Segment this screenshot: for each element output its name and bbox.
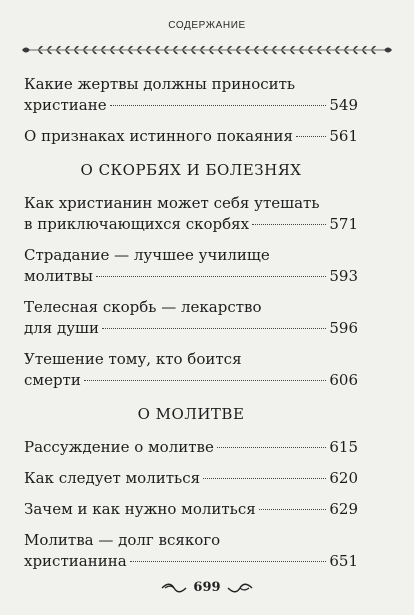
toc-entry[interactable] (24, 530, 358, 572)
toc-entry[interactable] (24, 126, 358, 147)
running-header: СОДЕРЖАНИЕ (168, 20, 246, 31)
toc-entry-title-line: Страдание — лучшее училище (24, 246, 270, 264)
toc-entry-last-line (24, 468, 358, 489)
toc-entry-title-line: О признаках истинного покаяния (24, 127, 293, 145)
table-of-contents (24, 74, 358, 582)
toc-entry-title-line: христиане (24, 96, 107, 114)
toc-entry-title-line: Как христианин может себя утешать (24, 194, 320, 212)
dot-leader (296, 136, 326, 137)
toc-page-number: 620 (329, 469, 358, 487)
toc-page-number: 615 (329, 438, 358, 456)
dot-leader (130, 561, 327, 562)
dot-leader (203, 478, 326, 479)
toc-entry-last-line (24, 95, 358, 116)
dot-leader (96, 276, 326, 277)
toc-entry-last-line (24, 370, 358, 391)
toc-page-number: 596 (329, 319, 358, 337)
section-heading-sorrows: О СКОРБЯХ И БОЛЕЗНЯХ (80, 161, 302, 179)
toc-entry-last-line (24, 318, 358, 339)
dot-leader (252, 224, 326, 225)
dot-leader (110, 105, 327, 106)
toc-entry-title-line: Какие жертвы должны приносить (24, 75, 296, 93)
toc-page-number: 593 (329, 267, 358, 285)
toc-entry-title-line: Молитва — долг всякого (24, 531, 221, 549)
toc-entry[interactable] (24, 74, 358, 116)
toc-entry-title-line: христианина (24, 552, 127, 570)
toc-entry-title-line: Утешение тому, кто боится (24, 350, 242, 368)
toc-entry[interactable] (24, 499, 358, 520)
toc-entry-last-line (24, 126, 358, 147)
toc-entry-title-line: для души (24, 319, 99, 337)
page-footer (0, 580, 414, 595)
toc-page-number: 629 (329, 500, 358, 518)
dot-leader (102, 328, 326, 329)
toc-group-prayer (24, 437, 358, 572)
ornamental-rule-icon (20, 44, 394, 56)
toc-entry-last-line (24, 551, 358, 572)
toc-entry-title-line: Рассуждение о молитве (24, 438, 214, 456)
toc-page-number: 651 (329, 552, 358, 570)
toc-entry-title-line: Телесная скорбь — лекарство (24, 298, 262, 316)
toc-entry-last-line (24, 437, 358, 458)
toc-entry-last-line (24, 266, 358, 287)
toc-entry-title-line: смерти (24, 371, 81, 389)
toc-entry[interactable] (24, 297, 358, 339)
toc-entry-last-line (24, 214, 358, 235)
section-heading-prayer: О МОЛИТВЕ (137, 405, 245, 423)
flourish-right-icon (227, 583, 253, 593)
toc-entry[interactable] (24, 468, 358, 489)
toc-entry-title-line: молитвы (24, 267, 93, 285)
toc-entry[interactable] (24, 349, 358, 391)
toc-entry[interactable] (24, 193, 358, 235)
toc-page-number: 606 (329, 371, 358, 389)
toc-entry[interactable] (24, 437, 358, 458)
toc-group-sorrows (24, 193, 358, 391)
dot-leader (259, 509, 327, 510)
page-number: 699 (193, 580, 221, 595)
toc-group-top (24, 74, 358, 147)
toc-page-number: 571 (329, 215, 358, 233)
toc-entry-title-line: Зачем и как нужно молиться (24, 500, 256, 518)
toc-entry-last-line (24, 499, 358, 520)
toc-entry-title-line: в приключающихся скорбях (24, 215, 250, 233)
toc-page-number: 561 (329, 127, 358, 145)
toc-entry[interactable] (24, 245, 358, 287)
flourish-left-icon (161, 583, 187, 593)
dot-leader (217, 447, 327, 448)
toc-page-number: 549 (329, 96, 358, 114)
toc-entry-title-line: Как следует молиться (24, 469, 201, 487)
dot-leader (84, 380, 327, 381)
